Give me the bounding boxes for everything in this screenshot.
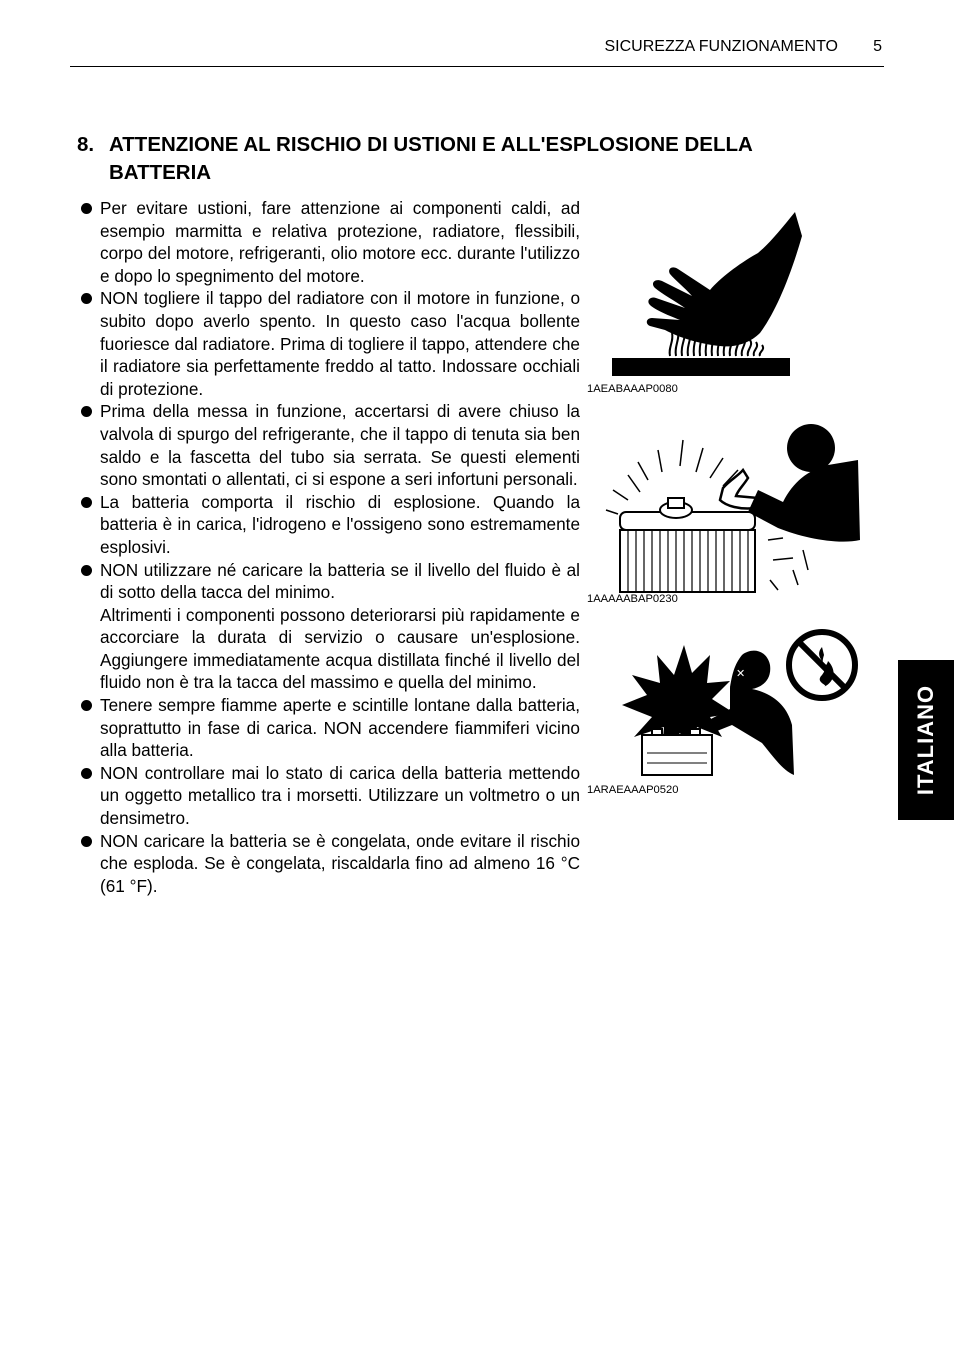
bullet-text: NON utilizzare né caricare la batteria se il livello del fluido è al di sotto della tacca del minimo. xyxy=(100,559,580,603)
bullet-icon xyxy=(81,836,92,847)
bullet-icon xyxy=(81,565,92,576)
svg-text:✕: ✕ xyxy=(736,667,746,680)
bullet-icon xyxy=(81,293,92,304)
section-number: 8. xyxy=(77,133,95,156)
bullet-text: Prima della messa in funzione, accertarsi di avere chiuso la valvola di spurgo del refrigerante, che il tappo di tenuta sia ben saldo e la fascetta del tubo sia serrata. Se questi elementi sono smontati o allentati, ci si espone a seri infortuni personali. xyxy=(100,401,580,490)
figure-caption: 1AAAAABAP0230 xyxy=(587,593,678,605)
bullet-icon xyxy=(81,406,92,417)
list-item xyxy=(78,287,580,400)
language-tab xyxy=(898,660,954,820)
bullet-text: Tenere sempre fiamme aperte e scintille lontane dalla batteria, soprattutto in fase di carica. NON accendere fiammiferi vicino alla batteria. xyxy=(100,695,580,761)
battery-explosion-icon xyxy=(612,625,862,785)
list-item xyxy=(78,830,580,898)
figure-caption: 1ARAEAAAP0520 xyxy=(587,784,679,796)
list-item xyxy=(78,762,580,830)
figure-caption: 1AEABAAAP0080 xyxy=(587,383,678,395)
list-item xyxy=(78,197,580,287)
bullet-text: La batteria comporta il rischio di esplosione. Quando la batteria è in carica, l'idrogeno e l'ossigeno sono estremamente esplosivi. xyxy=(100,491,580,557)
page-number: 5 xyxy=(873,38,882,55)
section-title: ATTENZIONE AL RISCHIO DI USTIONI E ALL'ESPLOSIONE DELLA BATTERIA xyxy=(109,133,753,184)
bullet-text: NON caricare la batteria se è congelata, onde evitare il rischio che esploda. Se è congelata, riscaldarla fino ad almeno 16 °C (61 °F). xyxy=(100,830,580,896)
bullet-extra-text: Altrimenti i componenti possono deteriorarsi più rapidamente e accorciare la durata di servizio o causare un'esplosione. Aggiungere immediatamente acqua distillata finché il livello del fluido non è tra la tacca del massimo e quella del minimo. xyxy=(100,604,580,693)
bullet-icon xyxy=(81,700,92,711)
bullet-icon xyxy=(81,497,92,508)
safety-bullet-list xyxy=(78,197,580,897)
bullet-icon xyxy=(81,768,92,779)
radiator-boiling-icon xyxy=(598,420,863,595)
bullet-text: Per evitare ustioni, fare attenzione ai componenti caldi, ad esempio marmitta e relativa protezione, radiatore, flessibili, corpo del motore, refrigeranti, olio motore ecc. durante l'utilizzo e dopo lo spegnimento del motore. xyxy=(100,198,580,286)
section-heading xyxy=(77,131,857,187)
page-header xyxy=(70,36,884,67)
hand-over-hot-surface-icon xyxy=(610,208,810,383)
list-item xyxy=(78,400,580,490)
bullet-text: NON togliere il tappo del radiatore con il motore in funzione, o subito dopo averlo spento. In questo caso l'acqua bollente fuoriesce dal radiatore. Prima di togliere il tappo, attendere che il radiatore sia perfettamente freddo al tatto. Indossare occhiali di protezione. xyxy=(100,288,580,399)
bullet-text: NON controllare mai lo stato di carica della batteria mettendo un oggetto metallico tra i morsetti. Utilizzare un voltmetro o un densimetro. xyxy=(100,762,580,829)
bullet-icon xyxy=(81,203,92,214)
language-tab-label: ITALIANO xyxy=(913,684,938,796)
list-item xyxy=(78,491,580,559)
list-item xyxy=(78,694,580,762)
list-item xyxy=(78,559,580,695)
header-title: SICUREZZA FUNZIONAMENTO xyxy=(604,38,838,55)
